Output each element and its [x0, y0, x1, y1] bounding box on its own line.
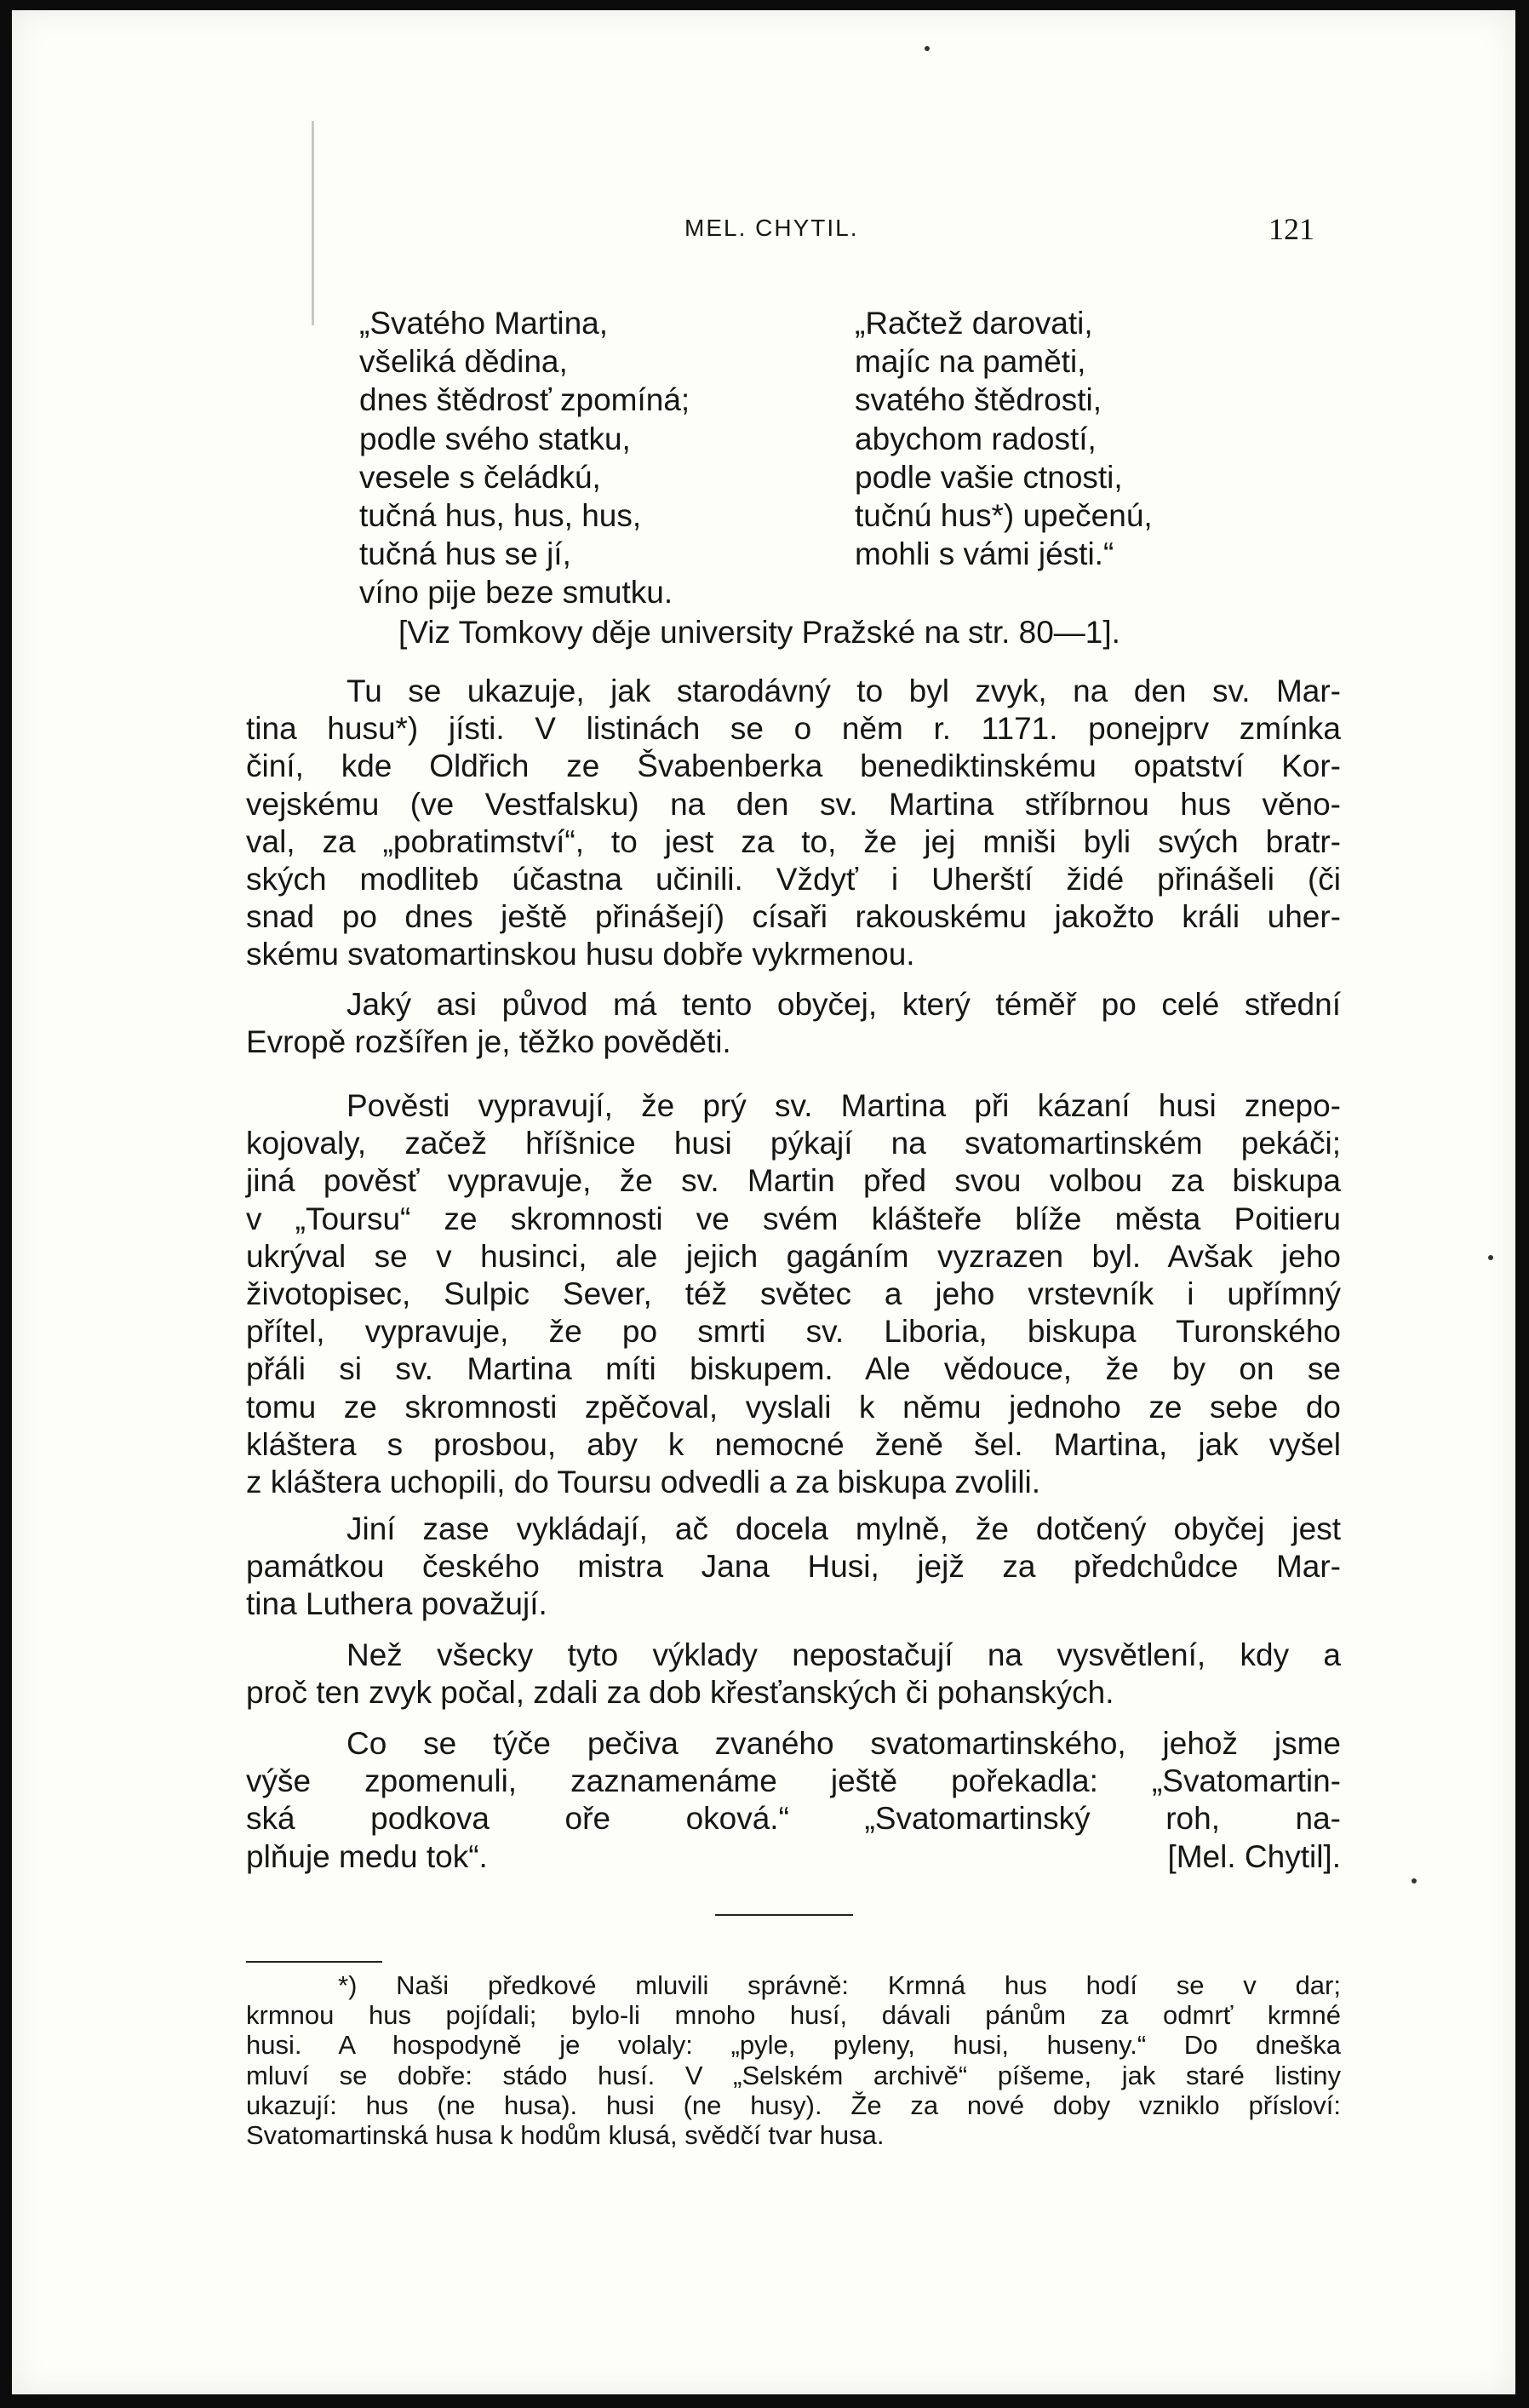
- text-line: kláštera s prosbou, aby k nemocné ženě šel. Martina, jak vyšel: [246, 1426, 1341, 1462]
- paragraph-explanations: [246, 1637, 1341, 1711]
- footnote-line: husi. A hospodyně je volaly: „pyle, pyleny, husi, huseny.“ Do dneška: [246, 2030, 1341, 2061]
- closing-text: plňuje medu tok“.: [246, 1838, 488, 1874]
- text-line: Evropě rozšířen je, těžko pověděti.: [246, 1024, 731, 1060]
- text-line: kojovaly, začež hříšnice husi pýkají na svatomartinském pekáči;: [246, 1126, 1341, 1161]
- paragraph-pastry: [246, 1725, 1341, 1876]
- verse-line: tučnú hus*) upečenú,: [855, 498, 1153, 534]
- footnote-line: mluví se dobře: stádo husí. V „Selském archivě“ píšeme, jak staré listiny: [246, 2060, 1341, 2090]
- text-line: ukrýval se v husinci, ale jejich gagáním vyzrazen byl. Avšak jeho: [246, 1238, 1341, 1274]
- text-line: činí, kde Oldřich ze Švabenberka benediktinskému opatství Kor-: [246, 748, 1341, 784]
- footnote-line: krmnou hus pojídali; bylo-li mnoho husí, dávali pánům za odmrť krmné: [246, 2000, 1341, 2031]
- text-line: Než všecky tyto výklady nepostačují na vysvětlení, kdy a: [346, 1637, 1341, 1672]
- text-line: ská podkova oře oková.“ „Svatomartinský roh, na-: [246, 1801, 1341, 1837]
- source-reference: [Viz Tomkovy děje university Pražské na str. 80—1].: [398, 615, 1120, 650]
- verse-line: podle svého statku,: [359, 421, 631, 456]
- footnote-line: Svatomartinská husa k hodům klusá, svědčí tvar husa.: [246, 2120, 885, 2151]
- text-line: Jaký asi původ má tento obyčej, který téměř po celé střední: [346, 987, 1341, 1022]
- page-header: [12, 212, 1515, 257]
- text-line: val, za „pobratimství“, to jest za to, že jej mniši byli svých bratr-: [246, 823, 1341, 859]
- print-speck: [1488, 1255, 1493, 1260]
- print-speck: [1412, 1878, 1417, 1883]
- page-number: 121: [1268, 212, 1314, 246]
- book-page: [12, 10, 1515, 2394]
- text-line: tina husu*) jísti. V listinách se o něm r. 1171. ponejprv zmínka: [246, 711, 1341, 747]
- verse-line: abychom radostí,: [855, 421, 1097, 456]
- verse-line: mohli s vámi jésti.“: [855, 536, 1114, 572]
- text-line: památkou českého mistra Jana Husi, jejž za předchůdce Mar-: [246, 1549, 1341, 1585]
- verse-line: „Svatého Martina,: [359, 306, 609, 341]
- text-line: proč ten zvyk počal, zdali za dob křesťanských či pohanských.: [246, 1675, 1114, 1711]
- text-line: životopisec, Sulpic Sever, též světec a jeho vrstevník i upřímný: [246, 1276, 1341, 1312]
- footnote-rule: [246, 1961, 382, 1963]
- print-speck: [925, 46, 930, 51]
- footnote-line: ukazují: hus (ne husa). husi (ne husy). Že za nové doby vzniklo přísloví:: [246, 2090, 1341, 2120]
- footnote-line: *) Naši předkové mluvili správně: Krmná hus hodí se v dar;: [338, 1970, 1341, 2000]
- verse-right: [855, 304, 1153, 573]
- text-line: přítel, vypravuje, že po smrti sv. Liboria, biskupa Turonského: [246, 1314, 1341, 1350]
- verse-line: dnes štědrosť zpomíná;: [359, 382, 690, 418]
- verse-line: vesele s čeládkú,: [359, 459, 601, 495]
- verse-left: [359, 304, 690, 612]
- paragraph-origin-custom: [246, 673, 1341, 974]
- text-line: jiná pověsť vypravuje, že sv. Martin před svou volbou za biskupa: [246, 1163, 1341, 1199]
- text-line: Pověsti vypravují, že prý sv. Martina při kázaní husi znepo-: [346, 1088, 1341, 1123]
- text-line: [246, 1838, 1341, 1876]
- text-line: Jiní zase vykládají, ač docela mylně, že dotčený obyčej jest: [346, 1511, 1341, 1546]
- verse-line: podle vašie ctnosti,: [855, 459, 1123, 495]
- text-line: skému svatomartinskou husu dobře vykrmenou.: [246, 937, 915, 972]
- verse-line: tučná hus se jí,: [359, 536, 571, 572]
- text-line: v „Toursu“ ze skromnosti ve svém klášteře blíže města Poitieru: [246, 1201, 1341, 1236]
- text-line: vejskému (ve Vestfalsku) na den sv. Martina stříbrnou hus věno-: [246, 786, 1341, 822]
- footnote: [246, 1970, 1341, 2150]
- text-line: Co se týče pečiva zvaného svatomartinského, jehož jsme: [346, 1726, 1341, 1761]
- verse-line: všeliká dědina,: [359, 344, 568, 380]
- text-line: z kláštera uchopili, do Toursu odvedli a za biskupa zvolili.: [246, 1465, 1041, 1500]
- text-line: ských modliteb účastna učinili. Vždyť i Uherští židé přinášeli (či: [246, 862, 1341, 897]
- verse-line: majíc na paměti,: [855, 344, 1086, 380]
- section-divider: [715, 1914, 853, 1916]
- paragraph-hus: [246, 1511, 1341, 1624]
- text-line: výše zpomenuli, zaznamenáme ještě pořekadla: „Svatomartin-: [246, 1763, 1341, 1799]
- verse-line: víno pije beze smutku.: [359, 575, 673, 611]
- text-line: tomu ze skromnosti zpěčoval, vyslali k němu jednoho ze sebe do: [246, 1389, 1341, 1425]
- text-line: přáli si sv. Martina míti biskupem. Ale vědouce, že by on se: [246, 1351, 1341, 1387]
- paragraph-spread: [246, 986, 1341, 1061]
- verse-line: svatého štědrosti,: [855, 382, 1102, 418]
- text-line: tina Luthera považují.: [246, 1586, 547, 1622]
- running-head: MEL. CHYTIL.: [684, 215, 859, 241]
- verse-line: „Račtež darovati,: [855, 306, 1093, 341]
- text-line: snad po dnes ještě přinášejí) císaři rakouskému jakožto králi uher-: [246, 899, 1341, 935]
- verse-line: tučná hus, hus, hus,: [359, 498, 642, 534]
- text-line: Tu se ukazuje, jak starodávný to byl zvyk, na den sv. Mar-: [346, 674, 1341, 708]
- paragraph-legends: [246, 1087, 1341, 1501]
- author-signature: [Mel. Chytil].: [1167, 1838, 1341, 1874]
